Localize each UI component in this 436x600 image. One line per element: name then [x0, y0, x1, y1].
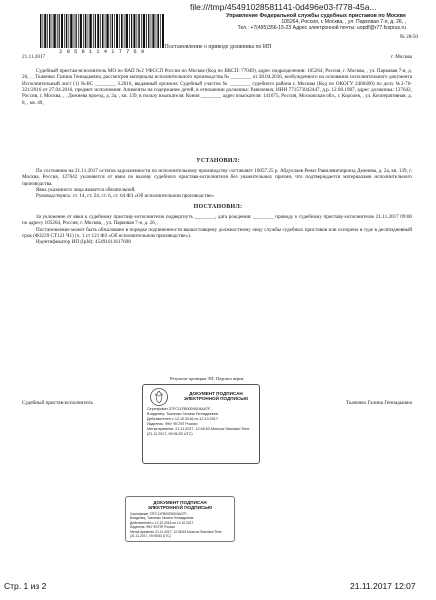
page-counter: Стр. 1 из 2	[4, 581, 47, 591]
document-date: 21.11.2017	[22, 54, 46, 60]
org-name: Управление Федеральной службы судебных приставов по Москве	[226, 13, 406, 19]
stamp-title	[173, 391, 259, 402]
stamp2-title-line-1: ДОКУМЕНТ ПОДПИСАН	[153, 500, 207, 505]
signer-role: Судебный пристав-исполнитель	[22, 400, 93, 406]
identifier-line: Идентификатор ИП (IpId): 45491011617698	[36, 239, 131, 246]
resolved-text-1: За уклонение от явки к судебному приставу-исполнителю подвергнуть ________, дата рождения: ________ приводу к судебному приставу-исполнителю 21.11.2017 09:00 по адресу 105264, Россия, г. Москва, , ул. Парковая 7-я, д. 26, ,	[22, 214, 412, 227]
established-text: По состоянию на 21.11.2017 остаток задолженности по исполнительному производству составляет 10057.25 р. Абдуллаев Ренат Равилевичпроезд Дежнева, д. 2а, кв. 139, г. Москва, Россия, 127642 уклоняется от явки по вызову судебного пристава-исполнителя без уважительных причин, что подтверждается материалами исполнительного производства.	[22, 168, 412, 187]
resolved-section	[22, 214, 412, 246]
signature-check: Результат проверки ЭП: Подпись верна	[170, 376, 244, 381]
stamp-certificate: Сертификат 37FC11FB00D9004A07F...	[147, 407, 213, 411]
barcode-image	[40, 14, 164, 48]
print-datetime: 21.11.2017 12:07	[350, 581, 416, 591]
emblem-icon	[149, 387, 169, 407]
org-address: 105264, Россия, г. Москва, , ул. Парковая 7-я, д. 26, ,	[281, 19, 406, 26]
stamp-details	[147, 407, 259, 436]
electronic-signature-stamp	[142, 384, 260, 464]
stamp2-timestamp: Метка времени: 21.11.2017, 12:06:53 Moscow Standard Time	[130, 529, 222, 534]
stamp-title-line-1: ДОКУМЕНТ ПОДПИСАН	[189, 391, 243, 396]
heading-resolved: ПОСТАНОВИЛ:	[193, 204, 243, 210]
guided-by-line: Руководствуясь: ст. 14, ст. 24, ст. 6, ст. 64 ФЗ «Об исполнительном производстве»	[36, 193, 214, 200]
resolved-text-2: Постановление может быть обжаловано в порядке подчиненности вышестоящему должностному лицу службы судебных приставов или оспорено в суде в десятидневный срок (ФЗ229 СТ121 Ч1) (ч. 1 ст 121 ФЗ «Об исполнительном производстве»).	[22, 226, 412, 240]
document-title: Постановление о приводе должника по ИП	[164, 44, 272, 50]
attendance-line: Явка указанного лица является обязательной.	[36, 187, 136, 194]
stamp2-timestamp-utc: (21.11.2017, 09:06:53 UTC)	[130, 534, 171, 539]
stamp-owner: Владелец: Ткаченко Галина Геннадьевна	[147, 411, 218, 416]
stamp2-issuer: Издатель: ФКУ ФСПП России	[130, 525, 176, 530]
signer-name: Ткаченко Галина Геннадьевна	[346, 400, 412, 406]
org-contacts: Тел.: +7(495)356-15-23 Адрес электронной почты: uopdf@r77.fssprus.ru	[237, 25, 406, 32]
stamp-timestamp-utc: (21.11.2017, 09:06:53 UTC)	[147, 431, 193, 436]
stamp-validity: Действителен с 12.10.2016 по 12.10.2017	[147, 416, 218, 421]
electronic-signature-stamp-secondary	[125, 496, 235, 542]
stamp2-validity: Действителен с 12.10.2016 по 12.10.2017	[130, 520, 194, 525]
intro-paragraph	[22, 68, 412, 106]
browser-url[interactable]: file:///tmp/45491028581141-0d496e03-f778-45a...	[190, 2, 377, 12]
heading-established: УСТАНОВИЛ:	[196, 158, 240, 164]
document-place: г. Москва	[391, 54, 412, 60]
stamp2-certificate: Сертификат 37FC11FB00D9004A07F...	[130, 512, 189, 516]
established-section	[22, 168, 412, 200]
stamp-issuer: Издатель: ФКУ ФСПП России	[147, 421, 198, 426]
intro-text: Судебный пристав-исполнитель МО по ВАП №2 УФССП России по Москве (Код по ВКСП: 77049), адрес подразделения: 105264, Россия, г. Москва, , ул. Парковая 7-я, д. 26, , , Ткаченко Галина Геннадьевна, рассмотрев материалы исполнительного производства № ________ от 28.04.2016, возбужденного на основании исполнительного документа Исполнительный лист (1) №ВС ________ 3.2016, выданный органом: Судебный участок № ________ судебного района г. Москвы (Код по ОКОГУ 2400400) по делу №2-76-321/2016 от 27.04.2016, предмет исполнения: Алименты на содержание детей, в отношении должника: Равилевич, ИНН 771573042447, д.р. 12.06.1987, адрес должника: 127642, Россия, г. Москва, , , Дежнева проезд, д. 2а, , кв. 139, в пользу взыскателя: Кония ________ адрес взыскателя: 141075, Россия, Московская обл., г. Королев, , ул. Кооперативная, д. 8, , кв. 49,	[22, 68, 412, 106]
stamp2-details	[130, 512, 234, 538]
barcode-number: 2 8 5 8 1 1 4 1 7 7 6 9	[59, 49, 145, 55]
stamp2-owner: Владелец: Ткаченко Галина Геннадьевна	[130, 516, 194, 521]
doc-number: № 28/50	[399, 34, 418, 40]
stamp2-title-line-2: ЭЛЕКТРОННОЙ ПОДПИСЬЮ	[147, 505, 213, 511]
stamp2-title	[130, 500, 230, 511]
stamp-title-line-2: ЭЛЕКТРОННОЙ ПОДПИСЬЮ	[183, 396, 249, 402]
organization-header	[196, 13, 406, 32]
stamp-timestamp: Метка времени: 21.11.2017, 12:06:53 Moscow Standard Time	[147, 426, 250, 431]
